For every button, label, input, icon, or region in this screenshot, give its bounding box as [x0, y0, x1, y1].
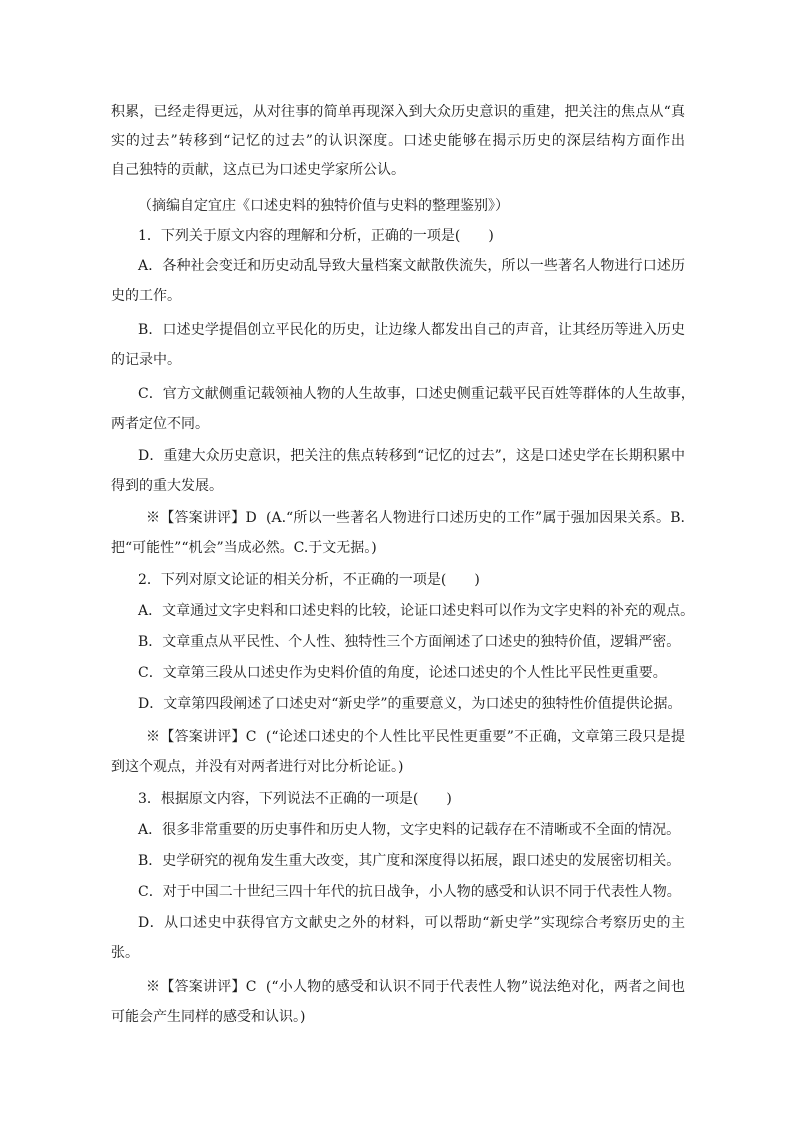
passage-line: 自己独特的贡献，这点已为口述史学家所公认。 — [111, 162, 405, 178]
question-3-answer-explanation: 可能会产生同样的感受和认识。) — [111, 1009, 306, 1025]
question-3-answer-explanation: ※【答案讲评】C (“小人物的感受和认识不同于代表性人物”说法绝对化，两者之间也 — [146, 979, 685, 995]
question-3-option-c: C．对于中国二十世纪三四十年代的抗日战争，小人物的感受和认识不同于代表性人物。 — [138, 884, 681, 900]
question-1-option-b: B．口述史学提倡创立平民化的历史，让边缘人都发出自己的声音，让其经历等进入历史 — [138, 322, 685, 338]
source-citation: （摘编自定宜庄《口述史料的独特价值与史料的整理鉴别》） — [138, 198, 509, 214]
question-3-stem: 3．根据原文内容，下列说法不正确的一项是( ) — [138, 791, 452, 807]
question-1-option-c: 两者定位不同。 — [111, 416, 209, 432]
question-2-option-d: D．文章第四段阐述了口述史对“新史学”的重要意义，为口述史的独特性价值提供论据。 — [138, 696, 682, 712]
question-1-answer-explanation: 把“可能性”“机会”当成必然。C.于文无据。) — [111, 540, 377, 556]
question-2-option-b: B．文章重点从平民性、个人性、独特性三个方面阐述了口述史的独特价值，逻辑严密。 — [138, 634, 681, 650]
question-1-option-d: D．重建大众历史意识，把关注的焦点转移到“记忆的过去”，这是口述史学在长期积累中 — [138, 448, 685, 464]
question-3-option-b: B．史学研究的视角发生重大改变，其广度和深度得以拓展，跟口述史的发展密切相关。 — [138, 853, 681, 869]
passage-line: 积累，已经走得更远，从对往事的简单再现深入到大众历史意识的重建，把关注的焦点从“真 — [111, 104, 685, 120]
question-1-option-a: A．各种社会变迁和历史动乱导致大量档案文献散佚流失，所以一些著名人物进行口述历 — [138, 258, 685, 274]
question-2-option-c: C．文章第三段从口述史作为史料价值的角度，论述口述史的个人性比平民性更重要。 — [138, 665, 667, 681]
question-1-option-b: 的记录中。 — [111, 352, 181, 368]
question-2-answer-explanation: ※【答案讲评】C (“论述口述史的个人性比平民性更重要”不正确，文章第三段只是提 — [146, 729, 685, 745]
question-1-option-c: C．官方文献侧重记载领袖人物的人生故事，口述史侧重记载平民百姓等群体的人生故事， — [138, 386, 695, 402]
question-3-option-d: D．从口述史中获得官方文献史之外的材料，可以帮助“新史学”实现综合考察历史的主 — [138, 915, 685, 931]
passage-line: 实的过去”转移到“记忆的过去”的认识深度。口述史能够在揭示历史的深层结构方面作出 — [111, 133, 685, 149]
question-1-option-a: 史的工作。 — [111, 288, 181, 304]
question-1-answer-explanation: ※【答案讲评】D (A.“所以一些著名人物进行口述历史的工作”属于强加因果关系。B. — [146, 510, 685, 526]
question-1-stem: 1．下列关于原文内容的理解和分析，正确的一项是( ) — [138, 228, 494, 244]
question-3-option-d: 张。 — [111, 945, 139, 961]
question-1-option-d: 得到的重大发展。 — [111, 478, 223, 494]
question-2-option-a: A．文章通过文字史料和口述史料的比较，论证口述史料可以作为文字史料的补充的观点。 — [138, 603, 695, 619]
question-2-answer-explanation: 到这个观点，并没有对两者进行对比分析论证。) — [111, 759, 404, 775]
question-2-stem: 2．下列对原文论证的相关分析，不正确的一项是( ) — [138, 572, 480, 588]
question-3-option-a: A．很多非常重要的历史事件和历史人物，文字史料的记载存在不清晰或不全面的情况。 — [138, 822, 681, 838]
